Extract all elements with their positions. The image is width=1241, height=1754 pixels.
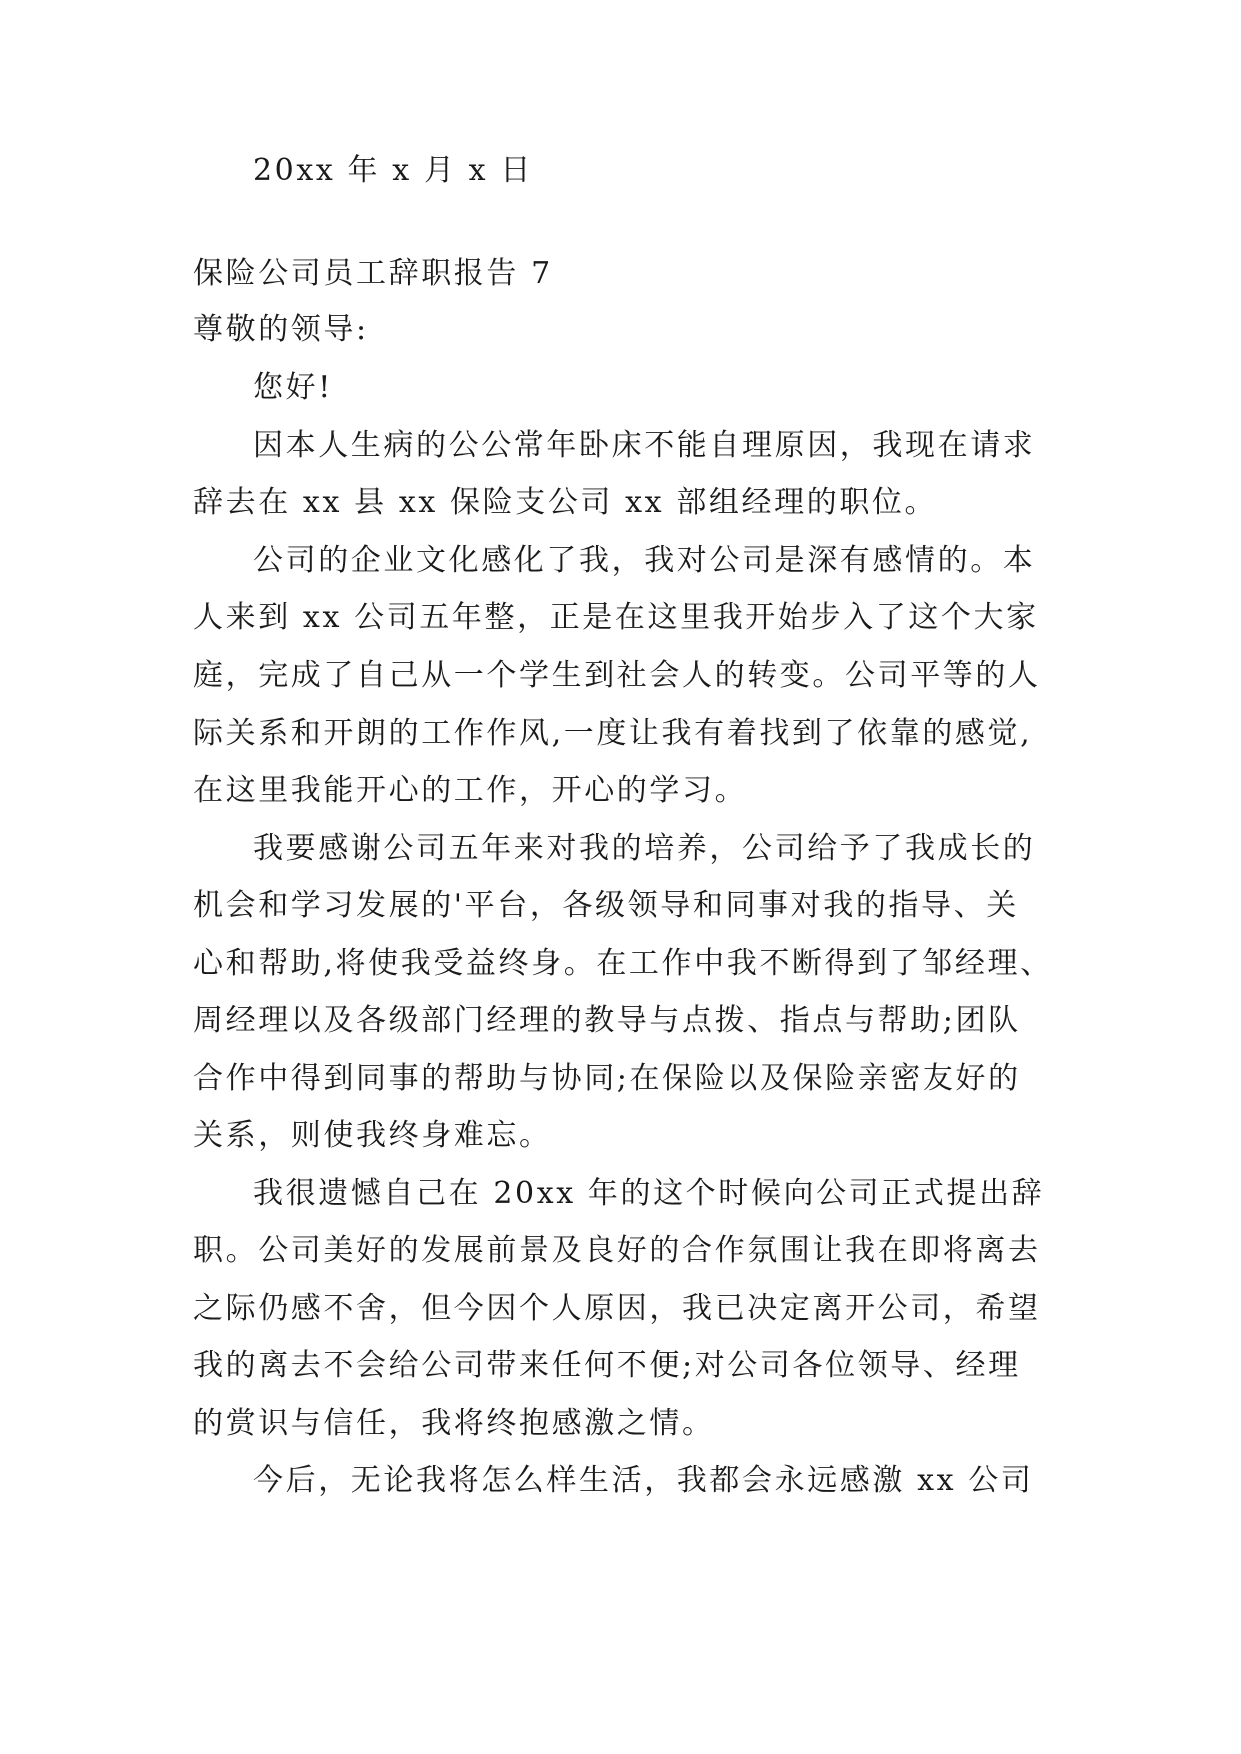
body-line: 合作中得到同事的帮助与协同;在保险以及保险亲密友好的: [193, 1061, 1021, 1096]
body-line: 职。公司美好的发展前景及良好的合作氛围让我在即将离去: [193, 1233, 1041, 1268]
body-line: 机会和学习发展的'平台，各级领导和同事对我的指导、关: [193, 888, 1019, 923]
body-line: 庭，完成了自己从一个学生到社会人的转变。公司平等的人: [193, 658, 1041, 693]
body-line: 周经理以及各级部门经理的教导与点拨、指点与帮助;团队: [193, 1003, 1021, 1038]
body-line: 关系，则使我终身难忘。: [193, 1118, 552, 1153]
body-line: 在这里我能开心的工作，开心的学习。: [193, 773, 748, 808]
document-title: 保险公司员工辞职报告 7: [193, 256, 553, 291]
body-line: 辞去在 xx 县 xx 保险支公司 xx 部组经理的职位。: [193, 485, 938, 520]
body-line: 际关系和开朗的工作作风,一度让我有着找到了依靠的感觉,: [193, 716, 1033, 751]
body-line: 我的离去不会给公司带来任何不便;对公司各位领导、经理: [193, 1348, 1021, 1383]
date-line: 20xx 年 x 月 x 日: [253, 153, 533, 188]
body-line: 我很遗憾自己在 20xx 年的这个时候向公司正式提出辞: [253, 1176, 1045, 1211]
body-line: 心和帮助,将使我受益终身。在工作中我不断得到了邹经理、: [193, 946, 1053, 981]
body-line: 今后，无论我将怎么样生活，我都会永远感激 xx 公司: [253, 1463, 1034, 1498]
body-line: 的赏识与信任，我将终抱感激之情。: [193, 1406, 715, 1441]
greeting: 您好!: [253, 370, 333, 405]
body-line: 因本人生病的公公常年卧床不能自理原因，我现在请求: [253, 428, 1036, 463]
body-line: 公司的企业文化感化了我，我对公司是深有感情的。本: [253, 543, 1036, 578]
body-line: 人来到 xx 公司五年整，正是在这里我开始步入了这个大家: [193, 600, 1039, 635]
body-line: 我要感谢公司五年来对我的培养，公司给予了我成长的: [253, 831, 1036, 866]
salutation: 尊敬的领导:: [193, 312, 369, 347]
body-line: 之际仍感不舍，但今因个人原因，我已决定离开公司，希望: [193, 1291, 1041, 1326]
